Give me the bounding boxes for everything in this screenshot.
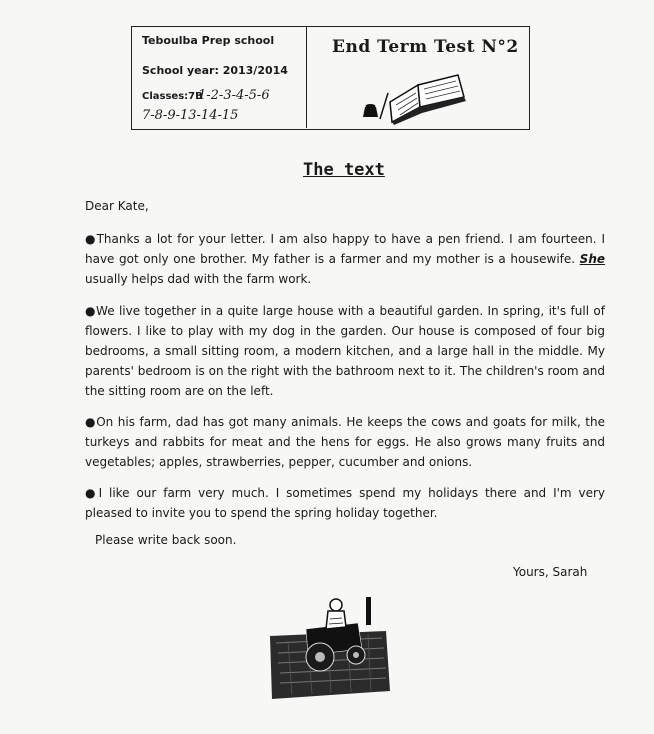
bullet-icon: ●: [85, 304, 97, 318]
paragraph-4-text: I like our farm very much. I sometimes spend my holidays there and I'm very pleased to invite you to spend the spring holiday together.: [85, 486, 606, 520]
test-title: End Term Test N°2: [332, 37, 519, 57]
paragraph-3: [85, 412, 605, 472]
book-icon: [360, 67, 480, 127]
letter-closing: Please write back soon.: [95, 533, 237, 547]
underlined-pronoun: She: [579, 252, 605, 266]
paragraph-2-text: We live together in a quite large house with a beautiful garden. In spring, it's full of flowers. I like to play with my dog in the garden. Our house is composed of four big bedrooms, a small sitting room, a modern kitchen, and a large hall in the middle. My parents' bedroom is on the right with the bathroom next to it. The children's room and the sitting room are on the left.: [85, 304, 605, 398]
school-year: School year: 2013/2014: [142, 64, 288, 77]
text-heading: The text: [303, 160, 385, 180]
classes-list-2: 7-8-9-13-14-15: [142, 108, 239, 123]
paragraph-3-text: On his farm, dad has got many animals. He keeps the cows and goats for milk, the turkeys and rabbits for meat and the hens for eggs. He also grows many fruits and vegetables; apples, strawberries, pepper, cucumber and onions.: [85, 415, 605, 469]
letter-greeting: Dear Kate,: [85, 199, 149, 213]
paragraph-1-text-end: usually helps dad with the farm work.: [85, 272, 312, 286]
bullet-icon: ●: [85, 486, 99, 500]
paragraph-2: [85, 301, 605, 401]
classes-list-1: 1-2-3-4-5-6: [198, 88, 270, 103]
school-info-panel: [132, 27, 307, 128]
paragraph-1-text: Thanks a lot for your letter. I am also happy to have a pen friend. I am fourteen. I have got only one brother. My father is a farmer and my mother is a housewife.: [85, 232, 606, 266]
paragraph-1: [85, 229, 605, 289]
paragraph-4: [85, 483, 605, 523]
bullet-icon: ●: [85, 415, 97, 429]
bullet-icon: ●: [85, 232, 97, 246]
tractor-icon: [268, 591, 393, 701]
letter-signature: Yours, Sarah: [513, 565, 588, 579]
school-name: Teboulba Prep school: [142, 34, 275, 47]
header-box: [131, 26, 530, 130]
classes-label: Classes:7B: [142, 91, 203, 102]
